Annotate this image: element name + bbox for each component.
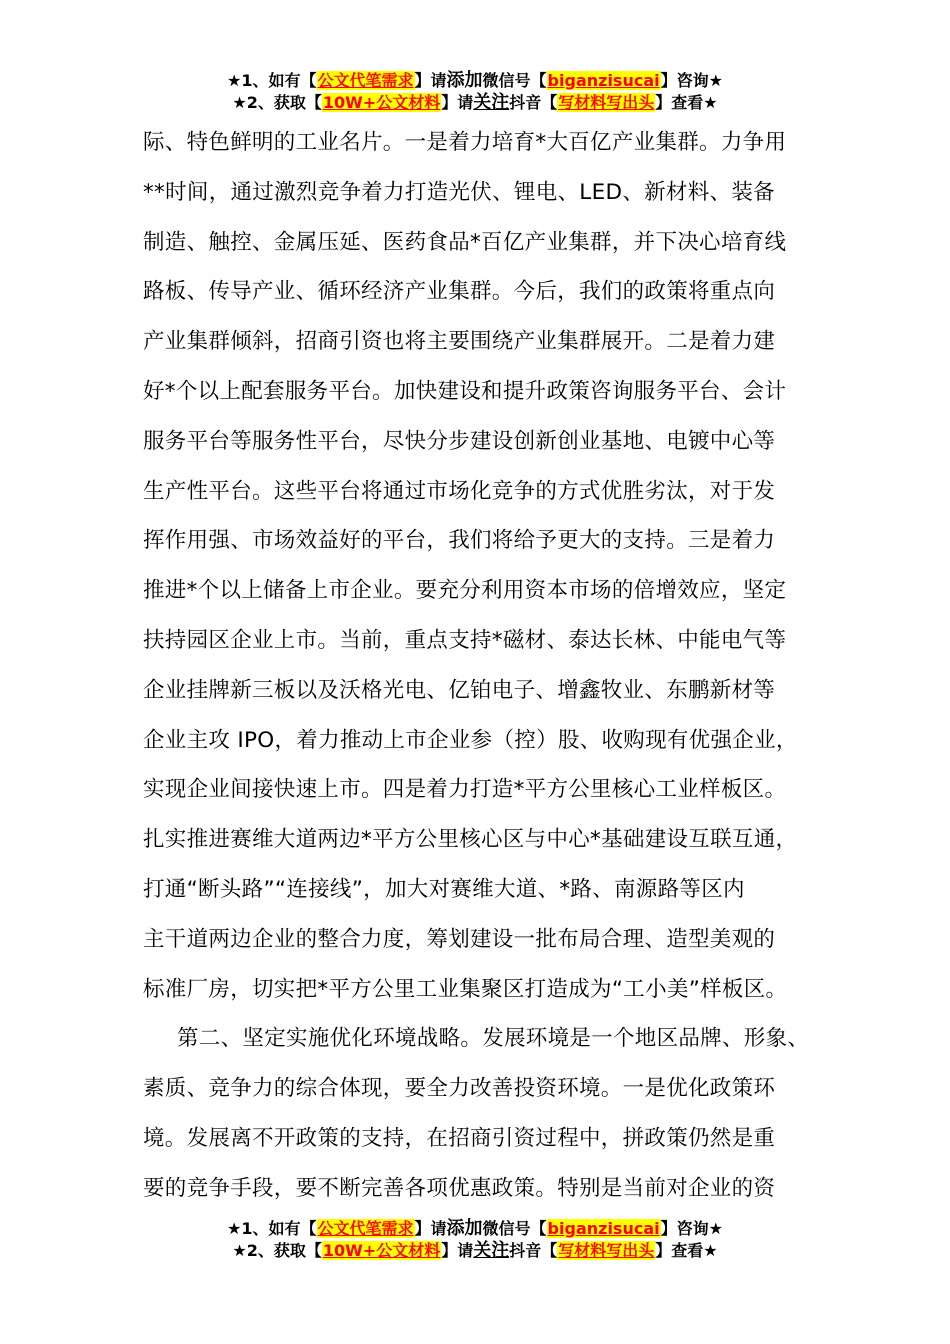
banner-line-1 (0, 70, 950, 92)
banner-line-2-text: 】请 (441, 93, 474, 112)
text-line: 企业挂牌新三板以及沃格光电、亿铂电子、增鑫牧业、东鹏新材等 (143, 677, 776, 703)
text-line: 境。发展离不开政策的支持，在招商引资过程中，拼政策仍然是重 (143, 1125, 776, 1151)
text-line: 挥作用强、市场效益好的平台，我们将给予更大的支持。三是着力 (143, 528, 776, 554)
text-line: 打通“断头路”“连接线”，加大对赛维大道、*路、南源路等区内 (143, 876, 745, 902)
footer-line-1-prefix: ★1、如有【 (227, 1219, 317, 1238)
footer-line-2-highlight-materials: 10W+公文材料 (322, 1241, 441, 1260)
paragraph-start-line: 第二、坚定实施优化环境战略。发展环境是一个地区品牌、形象、 (177, 1026, 810, 1052)
bottom-banner (0, 1218, 950, 1262)
text-line: 好*个以上配套服务平台。加快建设和提升政策咨询服务平台、会计 (143, 378, 787, 404)
document-body (143, 118, 833, 1214)
text-line: 服务平台等服务性平台，尽快分步建设创新创业基地、电镀中心等 (143, 428, 776, 454)
text-line: 扶持园区企业上市。当前，重点支持*磁材、泰达长林、中能电气等 (143, 627, 787, 653)
footer-banner-line-1 (0, 1218, 950, 1240)
footer-banner-line-2 (0, 1240, 950, 1262)
banner-line-2-prefix: ★2、获取【 (232, 93, 322, 112)
footer-line-2-prefix: ★2、获取【 (232, 1241, 322, 1260)
banner-line-2-highlight-materials: 10W+公文材料 (322, 93, 441, 112)
text-line: 实现企业间接快速上市。四是着力打造*平方公里核心工业样板区。 (143, 777, 787, 803)
text-line: 主干道两边企业的整合力度，筹划建设一批布局合理、造型美观的 (143, 926, 776, 952)
footer-line-2-text: 】请 (441, 1241, 474, 1260)
footer-line-2-highlight-douyin: 写材料写出头 (558, 1241, 655, 1260)
text-line: 际、特色鲜明的工业名片。一是着力培育*大百亿产业集群。力争用 (143, 130, 787, 155)
banner-line-2-bold-word: 关注 (473, 92, 510, 113)
text-line: 推进*个以上储备上市企业。要充分利用资本市场的倍增效应，坚定 (143, 578, 787, 604)
text-line: 制造、触控、金属压延、医药食品*百亿产业集群，并下决心培育线 (143, 229, 787, 255)
text-line: 企业主攻 IPO，着力推动上市企业参（控）股、收购现有优强企业， (143, 727, 798, 753)
text-line: 产业集群倾斜，招商引资也将主要围绕产业集群展开。二是着力建 (143, 329, 776, 355)
footer-line-1-suffix: 】咨询★ (660, 1219, 723, 1238)
text-line: **时间，通过激烈竞争着力打造光伏、锂电、LED、新材料、装备 (143, 179, 775, 205)
banner-line-1-prefix: ★1、如有【 (227, 71, 317, 90)
banner-line-2-suffix: 】查看★ (655, 93, 718, 112)
footer-line-1-text: 】请 (414, 1219, 447, 1238)
banner-line-1-bold-word: 添加 (446, 70, 483, 91)
footer-line-1-highlight-wechat: biganzisucai (547, 1219, 660, 1238)
text-line: 生产性平台。这些平台将通过市场化竞争的方式优胜劣汰，对于发 (143, 478, 776, 504)
footer-line-1-bold-word: 添加 (446, 1218, 483, 1239)
footer-line-1-text-2: 微信号【 (482, 1219, 547, 1238)
banner-line-2-highlight-douyin: 写材料写出头 (558, 93, 655, 112)
footer-line-2-text-2: 抖音【 (509, 1241, 558, 1260)
text-line: 扎实推进赛维大道两边*平方公里核心区与中心*基础建设互联互通， (143, 827, 798, 853)
text-line: 要的竞争手段，要不断完善各项优惠政策。特别是当前对企业的资 (143, 1175, 776, 1201)
text-line: 标准厂房，切实把*平方公里工业集聚区打造成为“工小美”样板区。 (143, 976, 788, 1002)
banner-line-2 (0, 92, 950, 114)
footer-line-2-suffix: 】查看★ (655, 1241, 718, 1260)
banner-line-2-text-2: 抖音【 (509, 93, 558, 112)
footer-line-1-highlight-service: 公文代笔需求 (317, 1219, 414, 1238)
text-line: 路板、传导产业、循环经济产业集群。今后，我们的政策将重点向 (143, 279, 776, 305)
banner-line-1-suffix: 】咨询★ (660, 71, 723, 90)
footer-line-2-bold-word: 关注 (473, 1240, 510, 1261)
text-line: 素质、竞争力的综合体现，要全力改善投资环境。一是优化政策环 (143, 1076, 776, 1102)
banner-line-1-text: 】请 (414, 71, 447, 90)
banner-line-1-highlight-service: 公文代笔需求 (317, 71, 414, 90)
top-banner (0, 70, 950, 114)
banner-line-1-text-2: 微信号【 (482, 71, 547, 90)
banner-line-1-highlight-wechat: biganzisucai (547, 71, 660, 90)
